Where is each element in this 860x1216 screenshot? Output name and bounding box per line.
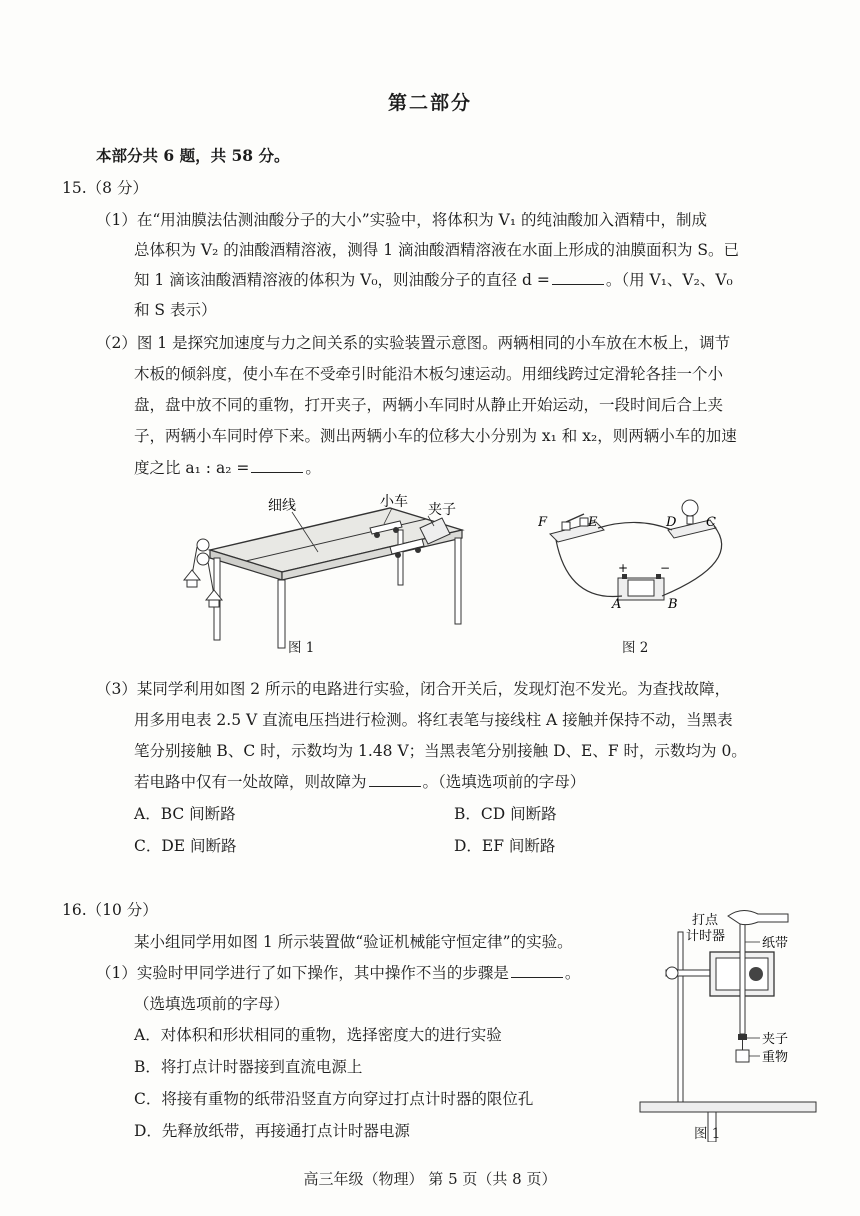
option-c: C．DE 间断路 <box>134 837 237 855</box>
q15-p3-text-4b: 。（选填选项前的字母） <box>422 773 586 791</box>
table-base <box>640 1102 816 1112</box>
answer-blank[interactable] <box>511 963 563 978</box>
q15-p1-label: （1） <box>96 211 137 229</box>
page-footer: 高三年级（物理） 第 5 页（共 8 页） <box>303 1170 557 1188</box>
q15-p2-text-5b: 。 <box>305 459 321 477</box>
pulley <box>197 539 209 551</box>
figure-16-1-caption: 图 1 <box>694 1126 721 1142</box>
weight <box>209 600 219 607</box>
q16-p1-line1 <box>96 963 580 983</box>
option-d: D．EF 间断路 <box>454 837 556 855</box>
label-clip: 夹子 <box>428 502 456 518</box>
q15-p1-line3 <box>134 270 733 290</box>
answer-blank[interactable] <box>369 772 421 787</box>
q16-p1-text-1a: 实验时甲同学进行了如下操作，其中操作不当的步骤是 <box>136 964 509 982</box>
section-intro: 本部分共 6 题，共 58 分。 <box>96 146 290 165</box>
table-leg <box>278 580 285 648</box>
q16-header <box>62 900 158 920</box>
figure-2-circuit <box>538 492 748 622</box>
q16-option-b: B．将打点计时器接到直流电源上 <box>134 1058 363 1076</box>
label-weight: 重物 <box>762 1050 789 1065</box>
q15-p3-line1 <box>96 679 730 699</box>
q15-p3-line3: 笔分别接触 B、C 时，示数均为 1.48 V；当黑表笔分别接触 D、E、F 时，示数均为 0。 <box>134 742 747 760</box>
q15-p2-label: （2） <box>96 334 137 352</box>
q15-p3-text-4a: 若电路中仅有一处故障，则故障为 <box>134 773 367 791</box>
q15-p2-text-5a: 度之比 a₁ : a₂ = <box>134 459 250 477</box>
figure-1-apparatus <box>170 490 480 660</box>
q15-p1-line1 <box>96 210 707 230</box>
label-timer-2: 计时器 <box>686 929 726 944</box>
terminal-B: B <box>668 597 678 612</box>
answer-blank[interactable] <box>552 270 604 285</box>
stand-pole <box>678 932 683 1102</box>
q15-p2-line3: 盘，盘中放不同的重物，打开夹子，两辆小车同时从静止开始运动，一段时间后合上夹 <box>134 396 724 414</box>
terminal-E: E <box>588 515 598 530</box>
q16-option-d: D．先释放纸带，再接通打点计时器电源 <box>134 1122 410 1140</box>
q15-p2-line4: 子，两辆小车同时停下来。测出两辆小车的位移大小分别为 x₁ 和 x₂，则两辆小车的加速 <box>134 427 737 445</box>
label-timer-1: 打点 <box>692 913 719 928</box>
weight <box>736 1050 749 1062</box>
label-tape: 纸带 <box>762 936 789 951</box>
q16-option-a: A．对体积和形状相同的重物，选择密度大的进行实验 <box>134 1026 502 1044</box>
q15-p2-line1 <box>96 333 730 353</box>
hand <box>728 910 788 924</box>
terminal-D: D <box>666 515 677 530</box>
q15-p1-line4: 和 S 表示） <box>134 301 217 319</box>
label-string: 细线 <box>268 498 296 514</box>
weight-pan <box>184 570 200 580</box>
q15-p2-text-1: 图 1 是探究加速度与力之间关系的实验装置示意图。两辆相同的小车放在木板上，调节 <box>136 334 731 352</box>
q15-p1-line2: 总体积为 V₂ 的油酸酒精溶液，测得 1 滴油酸酒精溶液在水面上形成的油膜面积为 S。已 <box>134 241 740 259</box>
battery-plus: + <box>618 561 629 575</box>
q15-header <box>62 178 148 198</box>
q16-p1-line2: （选填选项前的字母） <box>134 995 290 1013</box>
terminal-A: A <box>612 597 622 612</box>
q16-intro: 某小组同学用如图 1 所示装置做“验证机械能守恒定律”的实验。 <box>134 933 573 951</box>
pulley <box>197 553 209 565</box>
q15-number: 15. <box>62 179 87 197</box>
clip <box>738 1034 747 1040</box>
q16-option-c: C．将接有重物的纸带沿竖直方向穿过打点计时器的限位孔 <box>134 1090 534 1108</box>
q16-number: 16. <box>62 901 87 919</box>
q16-score: （10 分） <box>86 901 158 919</box>
q15-p1-text-1: 在“用油膜法估测油酸分子的大小”实验中，将体积为 V₁ 的纯油酸加入酒精中，制成 <box>136 211 707 229</box>
q15-p3-line2: 用多用电表 2.5 V 直流电压挡进行检测。将红表笔与接线柱 A 接触并保持不动，当黑表 <box>134 711 733 729</box>
terminal-F: F <box>538 515 548 530</box>
table-leg <box>455 538 461 624</box>
figure-16-1-apparatus <box>628 902 836 1142</box>
battery <box>618 574 664 600</box>
label-clip: 夹子 <box>762 1032 789 1047</box>
q16-p1-text-1b: 。 <box>564 964 581 982</box>
q15-p1-text-3a: 知 1 滴该油酸酒精溶液的体积为 V₀，则油酸分子的直径 d = <box>134 271 550 289</box>
q15-p3-line4 <box>134 772 585 792</box>
figure-2-caption: 图 2 <box>622 640 649 656</box>
answer-blank[interactable] <box>251 458 303 473</box>
q15-p2-line5 <box>134 458 321 478</box>
weight <box>187 580 197 587</box>
section-title: 第二部分 <box>387 92 472 114</box>
battery-minus: − <box>660 561 671 575</box>
figure-1-caption: 图 1 <box>288 640 315 656</box>
q16-p1-label: （1） <box>96 964 137 982</box>
paper-tape <box>740 924 745 1034</box>
terminal-C: C <box>706 515 716 530</box>
q15-p1-text-3b: 。（用 V₁、V₂、V₀ <box>605 271 733 289</box>
q15-score: （8 分） <box>86 179 148 197</box>
option-a: A．BC 间断路 <box>134 805 236 823</box>
option-b: B．CD 间断路 <box>454 805 557 823</box>
label-cart: 小车 <box>380 494 408 510</box>
q15-p3-label: （3） <box>96 680 137 698</box>
q15-p2-line2: 木板的倾斜度，使小车在不受牵引时能沿木板匀速运动。用细线跨过定滑轮各挂一个小 <box>134 365 724 383</box>
q15-p3-text-1: 某同学利用如图 2 所示的电路进行实验，闭合开关后，发现灯泡不发光。为查找故障， <box>136 680 731 698</box>
